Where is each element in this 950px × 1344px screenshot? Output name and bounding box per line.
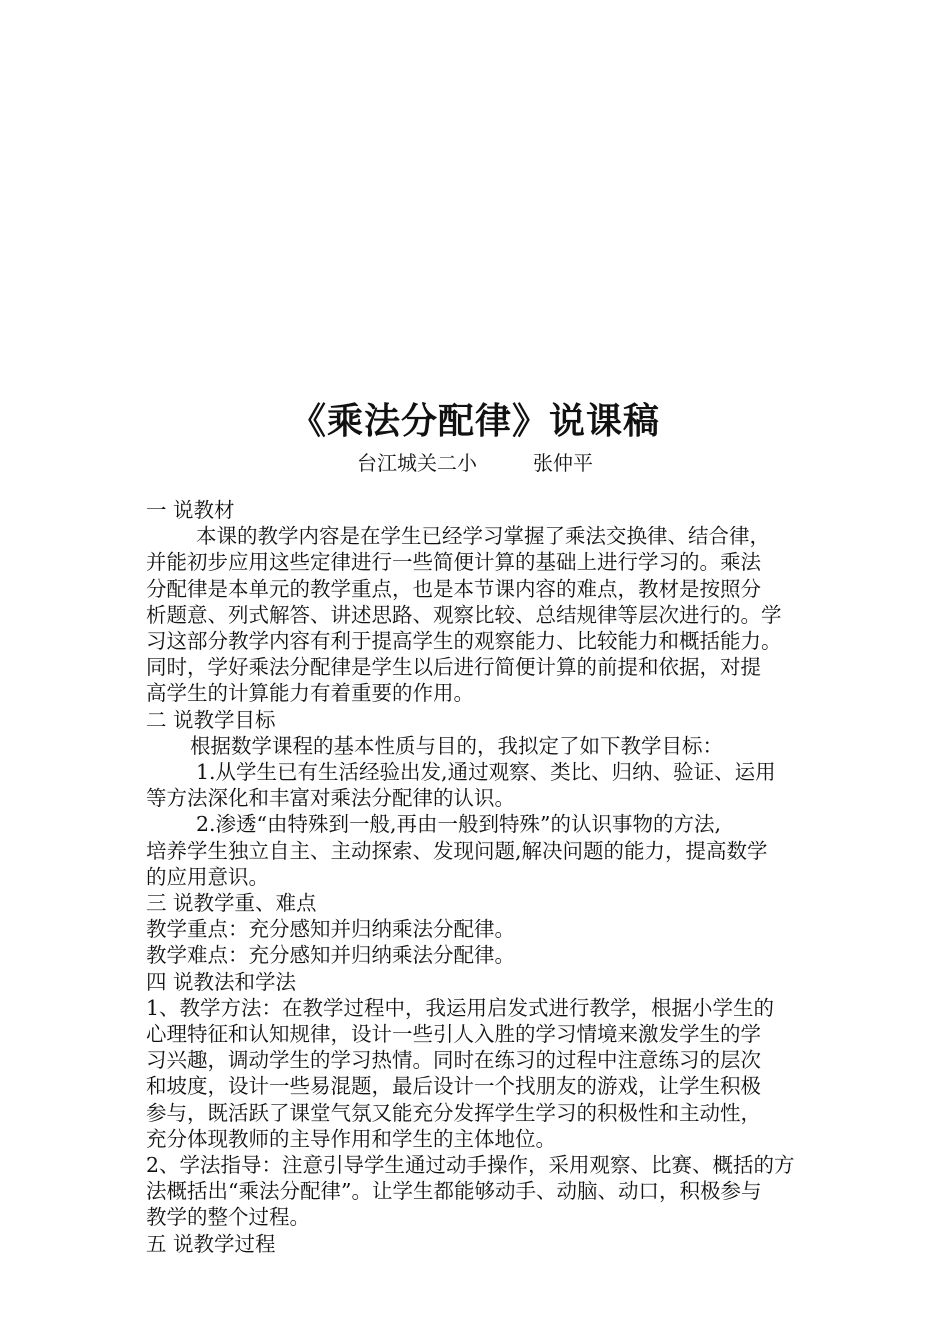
body-line: 等方法深化和丰富对乘法分配律的认识。	[146, 786, 515, 811]
body-line: 分配律是本单元的教学重点，也是本节课内容的难点，教材是按照分	[146, 576, 761, 601]
author-name: 张仲平	[533, 451, 593, 475]
body-line: 并能初步应用这些定律进行一些简便计算的基础上进行学习的。乘法	[146, 550, 761, 575]
author-school: 台江城关二小	[357, 451, 477, 475]
body-line: 同时，学好乘法分配律是学生以后进行简便计算的前提和依据，对提	[146, 655, 761, 680]
body-line: 高学生的计算能力有着重要的作用。	[146, 681, 474, 706]
body-line: 教学难点：充分感知并归纳乘法分配律。	[146, 943, 515, 968]
body-line: 教学重点：充分感知并归纳乘法分配律。	[146, 917, 515, 942]
body-line: 2、学法指导：注意引导学生通过动手操作，采用观察、比赛、概括的方	[146, 1153, 795, 1178]
body-line: 法概括出“乘法分配律”。让学生都能够动手、动脑、动口，积极参与	[146, 1179, 762, 1204]
body-line: 1、教学方法：在教学过程中，我运用启发式进行教学，根据小学生的	[146, 995, 775, 1020]
body-line: 本课的教学内容是在学生已经学习掌握了乘法交换律、结合律，	[196, 524, 770, 549]
body-line: 教学的整个过程。	[146, 1205, 310, 1230]
body-line: 参与，既活跃了课堂气氛又能充分发挥学生学习的积极性和主动性，	[146, 1100, 761, 1125]
document-body	[146, 497, 816, 1257]
body-line: 培养学生独立自主、主动探索、发现问题,解决问题的能力，提高数学	[146, 838, 768, 863]
body-line: 三 说教学重、难点	[146, 891, 317, 916]
body-line: 五 说教学过程	[146, 1231, 276, 1256]
body-line: 根据数学课程的基本性质与目的，我拟定了如下教学目标：	[190, 733, 723, 758]
body-line: 二 说教学目标	[146, 707, 276, 732]
body-line: 和坡度，设计一些易混题，最后设计一个找朋友的游戏，让学生积极	[146, 1074, 761, 1099]
document-title: 《乘法分配律》说课稿	[289, 401, 660, 442]
body-line: 习兴趣，调动学生的学习热情。同时在练习的过程中注意练习的层次	[146, 1048, 761, 1073]
body-line: 的应用意识。	[146, 864, 269, 889]
body-line: 四 说教法和学法	[146, 969, 297, 994]
body-line: 2.渗透“由特殊到一般,再由一般到特殊”的认识事物的方法,	[196, 812, 722, 837]
body-line: 心理特征和认知规律，设计一些引人入胜的学习情境来激发学生的学	[146, 1022, 761, 1047]
body-line: 习这部分教学内容有利于提高学生的观察能力、比较能力和概括能力。	[146, 629, 782, 654]
body-line: 1.从学生已有生活经验出发,通过观察、类比、归纳、验证、运用	[196, 760, 776, 785]
body-line: 一 说教材	[146, 498, 235, 522]
body-line: 充分体现教师的主导作用和学生的主体地位。	[146, 1126, 556, 1151]
author-line	[0, 448, 950, 478]
body-line: 析题意、列式解答、讲述思路、观察比较、总结规律等层次进行的。学	[146, 602, 782, 627]
